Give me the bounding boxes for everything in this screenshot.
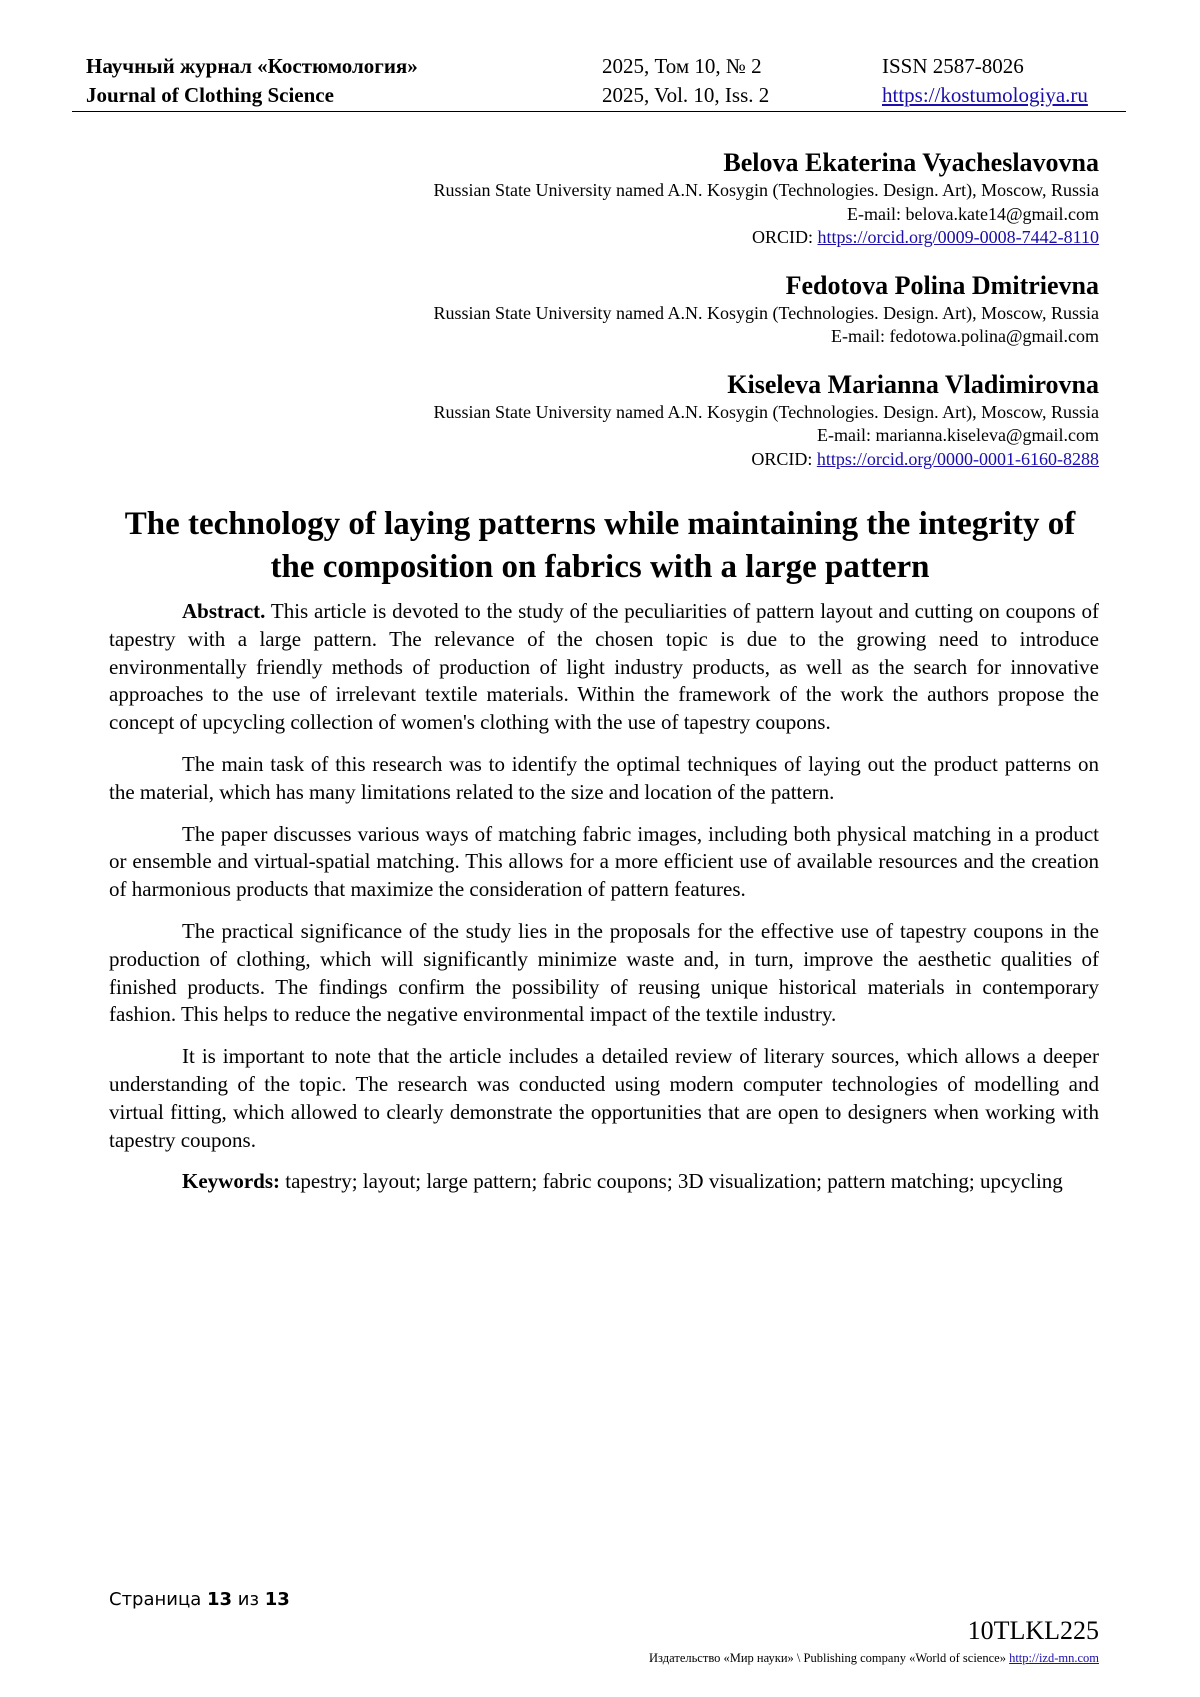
author-orcid [199, 226, 1099, 250]
author-name: Fedotova Polina Dmitrievna [785, 270, 1099, 300]
keywords-paragraph [109, 1168, 1099, 1196]
journal-name-en: Journal of Clothing Science [86, 83, 334, 107]
authors-block [199, 147, 1099, 491]
author-orcid [199, 448, 1099, 472]
abstract-text: This article is devoted to the study of the peculiarities of pattern layout and cutting on coupons of tapestry with a large pattern. The relevance of the chosen topic is due to the growing need to introduce environmentally friendly methods of production of light industry products, as well as the search for innovative approaches to the use of irrelevant textile materials. Within the framework of the work the authors propose the concept of upcycling collection of women's clothing with the use of tapestry coupons. [109, 599, 1099, 735]
author-affiliation: Russian State University named A.N. Kosygin (Technologies. Design. Art), Moscow, Russia [433, 302, 1099, 323]
journal-website-link[interactable]: https://kostumologiya.ru [882, 83, 1088, 107]
orcid-link[interactable]: https://orcid.org/0000-0001-6160-8288 [816, 448, 1099, 469]
publisher-line [649, 1651, 1099, 1666]
page-total: 13 [264, 1589, 290, 1610]
page-prefix: Страница [109, 1589, 207, 1610]
orcid-label: ORCID: [752, 227, 818, 247]
header-divider [72, 111, 1126, 112]
author-email: E-mail: belova.kate14@gmail.com [847, 203, 1099, 224]
abstract-paragraph [109, 598, 1099, 737]
author-fedotova [199, 270, 1099, 349]
abstract-section [109, 598, 1099, 1210]
author-affiliation: Russian State University named A.N. Kosygin (Technologies. Design. Art), Moscow, Russia [433, 180, 1099, 200]
author-email: E-mail: fedotowa.polina@gmail.com [830, 326, 1099, 346]
keywords-label: Keywords: [182, 1169, 280, 1194]
issue-ru: 2025, Том 10, № 2 [602, 54, 762, 78]
author-belova [199, 147, 1099, 250]
author-affiliation: Russian State University named A.N. Kosygin (Technologies. Design. Art), Moscow, Russia [433, 401, 1099, 422]
keywords-text: tapestry; layout; large pattern; fabric coupons; 3D visualization; pattern matching; upcycling [280, 1169, 1063, 1194]
issn: ISSN 2587-8026 [882, 54, 1024, 78]
page-counter [109, 1589, 290, 1610]
author-email: E-mail: marianna.kiseleva@gmail.com [817, 425, 1099, 445]
issue-en: 2025, Vol. 10, Iss. 2 [602, 83, 770, 107]
author-name: Belova Ekaterina Vyacheslavovna [723, 148, 1099, 177]
orcid-link[interactable]: https://orcid.org/0009-0008-7442-8110 [817, 227, 1099, 247]
author-kiseleva [199, 369, 1099, 472]
article-code: 10TLKL225 [967, 1616, 1099, 1645]
page-separator: из [232, 1589, 265, 1610]
publisher-link[interactable]: http://izd-mn.com [1009, 1651, 1099, 1665]
article-title: The technology of laying patterns while maintaining the integrity of the composition on fabrics with a large pattern [124, 506, 1076, 585]
journal-name-block [86, 52, 606, 110]
abstract-paragraph: The practical significance of the study lies in the proposals for the effective use of tapestry coupons in the production of clothing, which will significantly minimize waste and, in turn, improve the aesthetic qualities of finished products. The findings confirm the possibility of reusing unique historical materials in contemporary fashion. This helps to reduce the negative environmental impact of the textile industry. [109, 918, 1099, 1027]
abstract-paragraph: The paper discusses various ways of matching fabric images, including both physical matching in a product or ensemble and virtual-spatial matching. This allows for a more efficient use of available resources and the creation of harmonious products that maximize the consideration of pattern features. [109, 821, 1099, 902]
abstract-paragraph: It is important to note that the article includes a detailed review of literary sources, which allows a deeper understanding of the topic. The research was conducted using modern computer technologies of modelling and virtual fitting, which allowed to clearly demonstrate the opportunities that are open to designers when working with tapestry coupons. [109, 1044, 1099, 1152]
issue-block [602, 52, 842, 110]
page-current: 13 [206, 1589, 233, 1610]
publisher-text: Издательство «Мир науки» \ Publishing company «World of science» [649, 1651, 1010, 1665]
issn-block [882, 52, 1132, 110]
abstract-paragraph: The main task of this research was to identify the optimal techniques of laying out the product patterns on the material, which has many limitations related to the size and location of the pattern. [109, 751, 1099, 804]
abstract-label: Abstract. [182, 599, 266, 623]
journal-name-ru: Научный журнал «Костюмология» [86, 54, 418, 78]
author-name: Kiseleva Marianna Vladimirovna [727, 369, 1099, 399]
orcid-label: ORCID: [751, 448, 817, 469]
